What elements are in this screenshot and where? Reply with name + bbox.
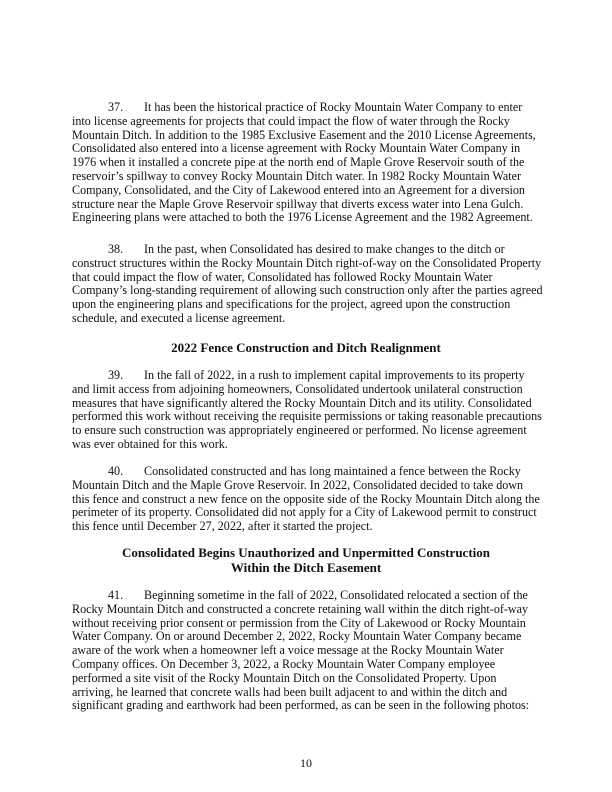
line: It has been the historical practice of Rocky Mountain Water Company to enter <box>144 100 523 114</box>
line: Beginning sometime in the fall of 2022, Consolidated relocated a section of the <box>144 588 528 602</box>
paragraph-first-line <box>72 589 542 603</box>
paragraph-number: 37. <box>108 100 124 114</box>
section-heading-fence-construction: 2022 Fence Construction and Ditch Realignment <box>171 340 441 355</box>
paragraph-number: 41. <box>108 588 124 602</box>
line: reservoir’s spillway to convey Rocky Mountain Ditch water. In 1982 Rocky Mountain Water <box>72 168 521 183</box>
paragraph-first-line <box>72 369 542 383</box>
line: Mountain Ditch. In addition to the 1985 Exclusive Easement and the 2010 License Agreements, <box>72 127 536 142</box>
line: performed a site visit of the Rocky Mountain Ditch on the Consolidated Property. Upon <box>72 670 497 685</box>
line: without receiving prior consent or permission from the City of Lakewood or Rocky Mountain <box>72 615 526 630</box>
paragraph-number: 39. <box>108 368 124 382</box>
paragraph-number: 38. <box>108 242 124 256</box>
line: performed this work without receiving the requisite permissions or taking reasonable precautions <box>72 409 542 424</box>
paragraph-37 <box>72 101 542 225</box>
line: measures that have significantly altered the Rocky Mountain Ditch and its utility. Consolidated <box>72 395 532 410</box>
line: structure near the Maple Grove Reservoir spillway that diverts excess water into Lena Gulch. <box>72 196 524 211</box>
heading-line: Within the Ditch Easement <box>230 560 382 575</box>
paragraph-38 <box>72 243 542 326</box>
line: this fence and construct a new fence on the opposite side of the Rocky Mountain Ditch along the <box>72 491 540 506</box>
line: that could impact the flow of water, Consolidated has followed Rocky Mountain Water <box>72 269 493 284</box>
line: perimeter of its property. Consolidated did not apply for a City of Lakewood permit to construct <box>72 505 537 520</box>
line: Company offices. On December 3, 2022, a Rocky Mountain Water Company employee <box>72 656 496 671</box>
line: Water Company. On or around December 2, 2022, Rocky Mountain Water Company became <box>72 629 522 644</box>
line: upon the engineering plans and specifications for the project, agreed upon the construction <box>72 297 511 312</box>
line: and limit access from adjoining homeowners, Consolidated undertook unilateral construction <box>72 381 523 396</box>
line: Engineering plans were attached to both the 1976 License Agreement and the 1982 Agreement. <box>72 210 533 225</box>
paragraph-first-line <box>72 101 542 115</box>
paragraph-number: 40. <box>108 464 124 478</box>
line: was ever obtained for this work. <box>72 436 228 451</box>
line: Consolidated constructed and has long maintained a fence between the Rocky <box>144 464 521 478</box>
line: to ensure such construction was appropriately engineered or performed. No license agreement <box>72 423 527 438</box>
paragraph-39 <box>72 369 542 452</box>
paragraph-41 <box>72 589 542 713</box>
heading-line: Consolidated Begins Unauthorized and Unpermitted Construction <box>121 545 490 560</box>
line: aware of the work when a homeowner left a voice message at the Rocky Mountain Water <box>72 643 504 658</box>
line: Rocky Mountain Ditch and constructed a concrete retaining wall within the ditch right-of-way <box>72 601 529 616</box>
line: Company, Consolidated, and the City of Lakewood entered into an Agreement for a diversion <box>72 182 525 197</box>
line: Company’s long-standing requirement of allowing such construction only after the parties agreed <box>72 283 543 298</box>
line: into license agreements for projects that could impact the flow of water through the Rocky <box>72 113 510 128</box>
line: construct structures within the Rocky Mountain Ditch right-of-way on the Consolidated Property <box>72 255 542 270</box>
line: significant grading and earthwork had been performed, as can be seen in the following photos: <box>72 698 530 713</box>
line: schedule, and executed a license agreement. <box>72 310 286 325</box>
line: arriving, he learned that concrete walls had been built adjacent to and within the ditch and <box>72 684 508 699</box>
section-heading-unauthorized-construction <box>72 545 540 575</box>
line: this fence until December 27, 2022, after it started the project. <box>72 519 373 534</box>
paragraph-first-line <box>72 243 542 257</box>
line: In the fall of 2022, in a rush to implement capital improvements to its property <box>144 368 525 382</box>
paragraph-first-line <box>72 465 542 479</box>
paragraph-40 <box>72 465 542 534</box>
line: Consolidated also entered into a license agreement with Rocky Mountain Water Company in <box>72 141 521 156</box>
line: In the past, when Consolidated has desired to make changes to the ditch or <box>144 242 505 256</box>
line: 1976 when it installed a concrete pipe at the north end of Maple Grove Reservoir south of the <box>72 155 525 170</box>
line: Mountain Ditch and the Maple Grove Reservoir. In 2022, Consolidated decided to take down <box>72 477 524 492</box>
page-number: 10 <box>300 756 312 770</box>
